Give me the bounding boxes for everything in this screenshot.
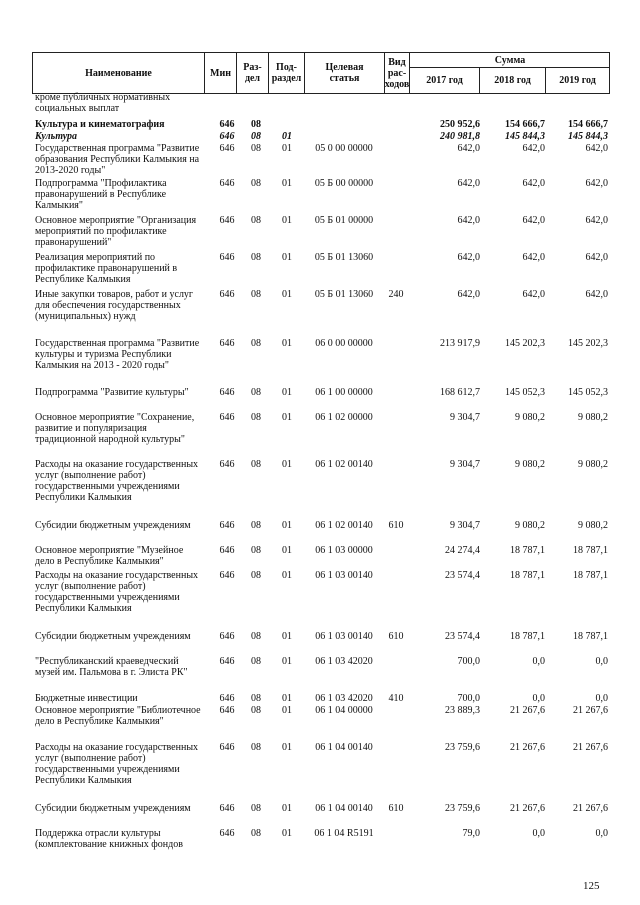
cell-y3: 145 844,3 bbox=[568, 131, 608, 142]
cell-min: 646 bbox=[219, 693, 235, 704]
header-razdel: Раз- дел bbox=[237, 53, 269, 93]
table-row bbox=[32, 143, 610, 178]
table-row bbox=[32, 289, 610, 338]
table-row bbox=[32, 412, 610, 459]
cell-y1: 23 574,4 bbox=[445, 631, 480, 642]
cell-cel: 05 Б 01 13060 bbox=[314, 289, 374, 300]
table-row bbox=[32, 742, 610, 803]
cell-min: 646 bbox=[219, 656, 235, 667]
cell-y2: 9 080,2 bbox=[515, 412, 545, 423]
cell-pod: 01 bbox=[282, 693, 292, 704]
cell-raz: 08 bbox=[251, 828, 261, 839]
cell-name: Расходы на оказание государственных услуг (выполнение работ) государственными учреждениями Республики Калмыкия bbox=[35, 742, 199, 786]
table-row bbox=[32, 459, 610, 520]
header-min: Мин bbox=[205, 53, 237, 93]
cell-y1: 642,0 bbox=[457, 215, 480, 226]
cell-name: Основное мероприятие "Организация мероприятий по профилактике правонарушений" bbox=[35, 215, 197, 248]
cell-min: 646 bbox=[219, 570, 235, 581]
table-row bbox=[32, 631, 610, 656]
table-row bbox=[32, 570, 610, 631]
cell-y2: 145 844,3 bbox=[505, 131, 545, 142]
cell-name: Иные закупки товаров, работ и услуг для обеспечения государственных (муниципальных) нужд bbox=[35, 289, 194, 322]
cell-y2: 642,0 bbox=[522, 252, 545, 263]
cell-raz: 08 bbox=[251, 570, 261, 581]
cell-cel: 06 1 03 42020 bbox=[315, 693, 373, 704]
table-row bbox=[32, 215, 610, 252]
cell-cel: 06 1 04 R5191 bbox=[314, 828, 374, 839]
cell-vid: 410 bbox=[388, 693, 404, 704]
cell-y1: 250 952,6 bbox=[440, 119, 480, 130]
cell-y2: 642,0 bbox=[522, 143, 545, 154]
cell-cel: 06 0 00 00000 bbox=[315, 338, 373, 349]
cell-y2: 0,0 bbox=[532, 693, 545, 704]
cell-y2: 21 267,6 bbox=[510, 742, 545, 753]
table-row bbox=[32, 693, 610, 705]
cell-name: Расходы на оказание государственных услуг (выполнение работ) государственными учреждениями Республики Калмыкия bbox=[35, 570, 199, 614]
cell-pod: 01 bbox=[282, 742, 292, 753]
cell-pod: 01 bbox=[282, 520, 292, 531]
cell-cel: 05 Б 01 13060 bbox=[314, 252, 374, 263]
cell-y3: 9 080,2 bbox=[578, 459, 608, 470]
cell-y2: 145 052,3 bbox=[505, 387, 545, 398]
cell-min: 646 bbox=[219, 289, 235, 300]
cell-cel: 06 1 03 00000 bbox=[315, 545, 373, 556]
cell-pod: 01 bbox=[282, 656, 292, 667]
header-2017: 2017 год bbox=[410, 68, 480, 93]
table-row bbox=[32, 545, 610, 570]
cell-pod: 01 bbox=[282, 252, 292, 263]
cell-y3: 0,0 bbox=[595, 693, 608, 704]
cell-y1: 23 759,6 bbox=[445, 803, 480, 814]
cell-name: Субсидии бюджетным учреждениям bbox=[35, 803, 191, 814]
header-celevaya: Целевая статья bbox=[305, 53, 385, 93]
cell-y3: 21 267,6 bbox=[573, 803, 608, 814]
cell-min: 646 bbox=[219, 143, 235, 154]
cell-raz: 08 bbox=[251, 459, 261, 470]
cell-vid: 240 bbox=[388, 289, 404, 300]
cell-min: 646 bbox=[219, 459, 235, 470]
cell-cel: 06 1 00 00000 bbox=[315, 387, 373, 398]
cell-pod: 01 bbox=[282, 215, 292, 226]
cell-y2: 18 787,1 bbox=[510, 570, 545, 581]
cell-pod: 01 bbox=[282, 131, 292, 142]
cell-pod: 01 bbox=[282, 338, 292, 349]
table-row bbox=[32, 387, 610, 412]
cell-cel: 06 1 02 00000 bbox=[315, 412, 373, 423]
cell-y3: 642,0 bbox=[585, 143, 608, 154]
cell-y1: 642,0 bbox=[457, 252, 480, 263]
header-2019: 2019 год bbox=[559, 75, 596, 86]
cell-y3: 0,0 bbox=[595, 828, 608, 839]
cell-y3: 0,0 bbox=[595, 656, 608, 667]
cell-y2: 9 080,2 bbox=[515, 459, 545, 470]
table-header bbox=[32, 52, 610, 94]
cell-name: Реализация мероприятий по профилактике правонарушений в Республике Калмыкия bbox=[35, 252, 178, 285]
cell-vid: 610 bbox=[388, 803, 404, 814]
cell-y3: 18 787,1 bbox=[573, 570, 608, 581]
cell-y1: 23 759,6 bbox=[445, 742, 480, 753]
cell-vid: 610 bbox=[388, 520, 404, 531]
cell-min: 646 bbox=[219, 119, 235, 130]
cell-y2: 154 666,7 bbox=[505, 119, 545, 130]
cell-name: Бюджетные инвестиции bbox=[35, 693, 138, 704]
cell-cel: 06 1 04 00140 bbox=[315, 803, 373, 814]
header-2018: 2018 год bbox=[480, 68, 546, 93]
cell-pod: 01 bbox=[282, 412, 292, 423]
cell-name: Поддержка отрасли культуры (комплектование книжных фондов bbox=[35, 828, 183, 850]
cell-cel: 05 Б 00 00000 bbox=[314, 178, 374, 189]
cell-name: Основное мероприятие "Музейное дело в Республике Калмыкия" bbox=[35, 545, 184, 567]
cell-vid: 610 bbox=[388, 631, 404, 642]
header-vid: Вид рас- ходов bbox=[385, 53, 410, 93]
cell-raz: 08 bbox=[251, 545, 261, 556]
cell-y1: 642,0 bbox=[457, 178, 480, 189]
cell-raz: 08 bbox=[251, 119, 261, 130]
header-name: Наименование bbox=[33, 53, 205, 93]
table-row bbox=[32, 803, 610, 828]
cell-raz: 08 bbox=[251, 131, 261, 142]
cell-cel: 05 0 00 00000 bbox=[315, 143, 373, 154]
cell-pod: 01 bbox=[282, 705, 292, 716]
cell-raz: 08 bbox=[251, 178, 261, 189]
table-row bbox=[32, 178, 610, 215]
cell-cel: 06 1 03 42020 bbox=[315, 656, 373, 667]
cell-name: Государственная программа "Развитие образования Республики Калмыкия на 2013-2020 годы" bbox=[35, 143, 200, 176]
table-row bbox=[32, 252, 610, 289]
cell-y3: 18 787,1 bbox=[573, 545, 608, 556]
cell-raz: 08 bbox=[251, 412, 261, 423]
cell-pod: 01 bbox=[282, 143, 292, 154]
cell-name: "Республиканский краеведческий музей им. Пальмова в г. Элиста РК" bbox=[35, 656, 188, 678]
cell-name: Подпрограмма "Развитие культуры" bbox=[35, 387, 189, 398]
cell-min: 646 bbox=[219, 828, 235, 839]
cell-y1: 700,0 bbox=[457, 693, 480, 704]
cell-y1: 23 574,4 bbox=[445, 570, 480, 581]
cell-name: Основное мероприятие "Библиотечное дело в Республике Калмыкия" bbox=[35, 705, 201, 727]
cell-name: Подпрограмма "Профилактика правонарушений в Республике Калмыкия" bbox=[35, 178, 167, 211]
cell-cel: 06 1 04 00000 bbox=[315, 705, 373, 716]
cell-min: 646 bbox=[219, 705, 235, 716]
table-row bbox=[32, 338, 610, 387]
cell-raz: 08 bbox=[251, 742, 261, 753]
cell-name: Государственная программа "Развитие культуры и туризма Республики Калмыкия на 2013 - 2020 годы" bbox=[35, 338, 200, 371]
cell-y2: 0,0 bbox=[532, 828, 545, 839]
cell-min: 646 bbox=[219, 803, 235, 814]
cell-raz: 08 bbox=[251, 289, 261, 300]
cell-name: Субсидии бюджетным учреждениям bbox=[35, 631, 191, 642]
cell-y1: 23 889,3 bbox=[445, 705, 480, 716]
cell-y3: 145 052,3 bbox=[568, 387, 608, 398]
table-row bbox=[32, 520, 610, 545]
cell-min: 646 bbox=[219, 387, 235, 398]
cell-y2: 642,0 bbox=[522, 289, 545, 300]
cell-raz: 08 bbox=[251, 631, 261, 642]
cell-pod: 01 bbox=[282, 570, 292, 581]
cell-name: кроме публичных нормативных социальных выплат bbox=[35, 92, 171, 114]
cell-name: Субсидии бюджетным учреждениям bbox=[35, 520, 191, 531]
cell-raz: 08 bbox=[251, 693, 261, 704]
table-row bbox=[32, 656, 610, 693]
cell-raz: 08 bbox=[251, 338, 261, 349]
cell-min: 646 bbox=[219, 178, 235, 189]
cell-raz: 08 bbox=[251, 656, 261, 667]
cell-y3: 18 787,1 bbox=[573, 631, 608, 642]
table-row bbox=[32, 119, 610, 131]
table-row bbox=[32, 828, 610, 853]
cell-pod: 01 bbox=[282, 631, 292, 642]
cell-min: 646 bbox=[219, 131, 235, 142]
cell-name: Культура и кинематография bbox=[35, 119, 165, 130]
cell-y1: 213 917,9 bbox=[440, 338, 480, 349]
cell-y2: 145 202,3 bbox=[505, 338, 545, 349]
cell-raz: 08 bbox=[251, 387, 261, 398]
cell-y3: 21 267,6 bbox=[573, 705, 608, 716]
cell-y1: 24 274,4 bbox=[445, 545, 480, 556]
cell-name: Культура bbox=[35, 131, 78, 142]
cell-y2: 642,0 bbox=[522, 215, 545, 226]
cell-min: 646 bbox=[219, 631, 235, 642]
cell-y3: 21 267,6 bbox=[573, 742, 608, 753]
cell-cel: 06 1 04 00140 bbox=[315, 742, 373, 753]
cell-min: 646 bbox=[219, 412, 235, 423]
cell-y2: 18 787,1 bbox=[510, 631, 545, 642]
cell-raz: 08 bbox=[251, 143, 261, 154]
cell-y3: 642,0 bbox=[585, 289, 608, 300]
cell-y1: 642,0 bbox=[457, 143, 480, 154]
cell-pod: 01 bbox=[282, 289, 292, 300]
table-row bbox=[32, 705, 610, 742]
cell-min: 646 bbox=[219, 215, 235, 226]
cell-min: 646 bbox=[219, 338, 235, 349]
table-body bbox=[32, 92, 610, 853]
cell-raz: 08 bbox=[251, 803, 261, 814]
cell-y2: 21 267,6 bbox=[510, 705, 545, 716]
cell-y1: 9 304,7 bbox=[450, 412, 480, 423]
cell-cel: 06 1 02 00140 bbox=[315, 520, 373, 531]
cell-raz: 08 bbox=[251, 215, 261, 226]
cell-name: Основное мероприятие "Сохранение, развитие и популяризация традиционной народной культуры" bbox=[35, 412, 195, 445]
cell-y1: 700,0 bbox=[457, 656, 480, 667]
cell-pod: 01 bbox=[282, 828, 292, 839]
cell-y3: 642,0 bbox=[585, 215, 608, 226]
cell-pod: 01 bbox=[282, 178, 292, 189]
cell-y1: 240 981,8 bbox=[440, 131, 480, 142]
cell-cel: 06 1 03 00140 bbox=[315, 570, 373, 581]
cell-cel: 06 1 03 00140 bbox=[315, 631, 373, 642]
cell-raz: 08 bbox=[251, 520, 261, 531]
cell-y3: 642,0 bbox=[585, 178, 608, 189]
cell-y1: 9 304,7 bbox=[450, 459, 480, 470]
cell-y3: 145 202,3 bbox=[568, 338, 608, 349]
cell-raz: 08 bbox=[251, 705, 261, 716]
cell-pod: 01 bbox=[282, 803, 292, 814]
cell-cel: 06 1 02 00140 bbox=[315, 459, 373, 470]
page-number: 125 bbox=[583, 880, 600, 892]
header-podrazdel: Под- раздел bbox=[269, 53, 305, 93]
cell-y3: 642,0 bbox=[585, 252, 608, 263]
cell-y1: 168 612,7 bbox=[440, 387, 480, 398]
cell-raz: 08 bbox=[251, 252, 261, 263]
cell-min: 646 bbox=[219, 252, 235, 263]
cell-y1: 79,0 bbox=[462, 828, 480, 839]
cell-pod: 01 bbox=[282, 459, 292, 470]
cell-min: 646 bbox=[219, 545, 235, 556]
cell-y3: 154 666,7 bbox=[568, 119, 608, 130]
header-summa: Сумма bbox=[410, 53, 610, 68]
cell-y3: 9 080,2 bbox=[578, 412, 608, 423]
cell-pod: 01 bbox=[282, 387, 292, 398]
cell-y2: 18 787,1 bbox=[510, 545, 545, 556]
table-row bbox=[32, 92, 610, 119]
table-row bbox=[32, 131, 610, 143]
cell-y2: 21 267,6 bbox=[510, 803, 545, 814]
cell-y3: 9 080,2 bbox=[578, 520, 608, 531]
cell-min: 646 bbox=[219, 742, 235, 753]
cell-y1: 9 304,7 bbox=[450, 520, 480, 531]
cell-y2: 0,0 bbox=[532, 656, 545, 667]
cell-pod: 01 bbox=[282, 545, 292, 556]
cell-y1: 642,0 bbox=[457, 289, 480, 300]
cell-y2: 642,0 bbox=[522, 178, 545, 189]
cell-y2: 9 080,2 bbox=[515, 520, 545, 531]
cell-cel: 05 Б 01 00000 bbox=[314, 215, 374, 226]
cell-min: 646 bbox=[219, 520, 235, 531]
cell-name: Расходы на оказание государственных услуг (выполнение работ) государственными учреждениями Республики Калмыкия bbox=[35, 459, 199, 503]
